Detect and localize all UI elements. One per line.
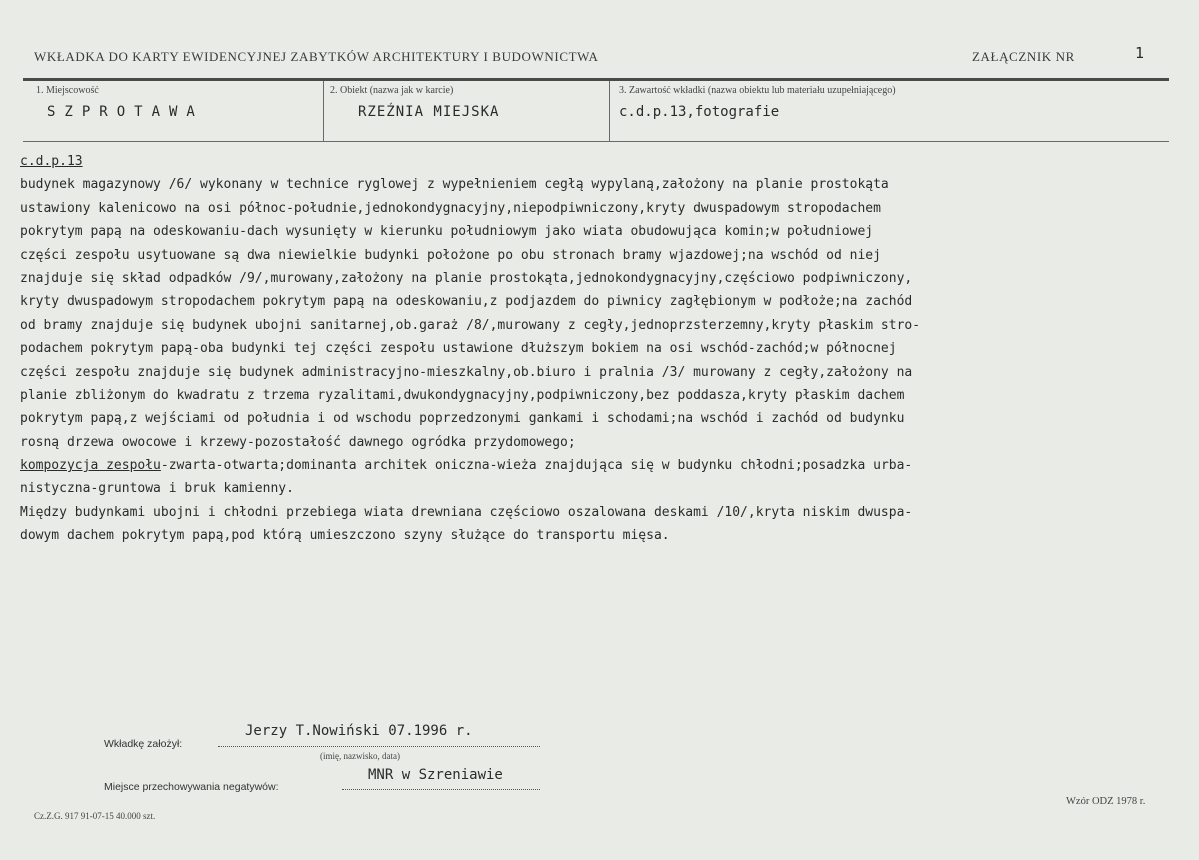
text-line: Między budynkami ubojni i chłodni przebiega wiata drewniana częściowo oszalowana deskami /10/,kryta niskim dwuspa-: [20, 504, 913, 520]
composition-line: [20, 454, 1180, 477]
field-divider: [609, 81, 610, 141]
text-line: planie zbliżonym do kwadratu z trzema ryzalitami,dwukondygnacyjny,podpiwniczony,bez poddasza,kryty płaskim dachem: [20, 387, 905, 403]
locality-label: 1. Miejscowość: [36, 85, 99, 96]
negatives-value: MNR w Szreniawie: [368, 767, 503, 783]
text-line: budynek magazynowy /6/ wykonany w technice ryglowej z wypełnieniem cegłą wypylaną,założony na planie prostokąta: [20, 177, 889, 193]
print-code: Cz.Z.G. 917 91-07-15 40.000 szt.: [34, 811, 156, 821]
header-rule: [23, 78, 1169, 81]
locality-value: SZPROTAWA: [47, 104, 204, 120]
content-value: c.d.p.13,fotografie: [619, 104, 780, 120]
annex-label: ZAŁĄCZNIK NR: [972, 49, 1075, 64]
field-divider: [323, 81, 324, 141]
negatives-dotline: [342, 789, 540, 790]
composition-text: -zwarta-otwarta;dominanta architek oniczna-wieża znajdująca się w budynku chłodni;posadzka urba-: [160, 458, 913, 474]
form-title: WKŁADKA DO KARTY EWIDENCYJNEJ ZABYTKÓW ARCHITEKTURY I BUDOWNICTWA: [34, 49, 599, 64]
content-label: 3. Zawartość wkładki (nazwa obiektu lub materiału uzupełniającego): [619, 85, 896, 96]
author-value: Jerzy T.Nowiński 07.1996 r.: [245, 723, 473, 739]
object-value: RZEŹNIA MIEJSKA: [358, 104, 500, 120]
section-heading: c.d.p.13: [20, 154, 83, 169]
object-label: 2. Obiekt (nazwa jak w karcie): [330, 85, 454, 96]
fields-bottom-rule: [23, 141, 1169, 142]
author-dotline: [218, 746, 540, 747]
text-line: części zespołu usytuowane są dwa niewielkie budynki położone po obu stronach bramy wjazdowej;na wschód od niej: [20, 247, 881, 263]
description-body: [20, 150, 1180, 548]
text-line: pokrytym papą na odeskowaniu-dach wysunięty w kierunku południowym jako wiata obudowująca komin;w południowej: [20, 224, 874, 240]
text-line: części zespołu znajduje się budynek administracyjno-mieszkalny,ob.biuro i pralnia /3/ murowany z cegły,założony na: [20, 364, 913, 380]
form-model: Wzór ODZ 1978 r.: [1066, 796, 1146, 807]
text-line: znajduje się skład odpadków /9/,murowany,założony na planie prostokąta,jednokondygnacyjny,częściowo podpiwniczony,: [20, 270, 913, 286]
composition-label: kompozycja zespołu: [20, 458, 161, 474]
annex-number: 1: [1135, 44, 1145, 62]
text-line: kryty dwuspadowym stropodachem pokrytym papą na odeskowaniu,z podjazdem do piwnicy zagłębionym w podłoże;na zachód: [20, 294, 913, 310]
text-line: dowym dachem pokrytym papą,pod którą umieszczono szyny służące do transportu mięsa.: [20, 528, 670, 544]
text-line: od bramy znajduje się budynek ubojni sanitarnej,ob.garaż /8/,murowany z cegły,jednoprzsterzemny,kryty płaskim stro-: [20, 317, 921, 333]
author-label: Wkładkę założył:: [104, 738, 183, 750]
negatives-label: Miejsce przechowywania negatywów:: [104, 781, 279, 793]
text-line: podachem pokrytym papą-oba budynki tej części zespołu ustawione dłuższym bokiem na osi wschód-zachód;w północnej: [20, 341, 897, 357]
text-line: ustawiony kalenicowo na osi północ-południe,jednokondygnacyjny,niepodpiwniczony,kryty dwuspadowym stropodachem: [20, 200, 881, 216]
text-line: pokrytym papą,z wejściami od południa i od wschodu poprzedzonymi gankami i schodami;na wschód i zachód od budynku: [20, 411, 905, 427]
author-hint: (imię, nazwisko, data): [320, 751, 400, 761]
text-line: rosną drzewa owocowe i krzewy-pozostałość dawnego ogródka przydomowego;: [20, 434, 576, 450]
text-line: nistyczna-gruntowa i bruk kamienny.: [20, 481, 294, 497]
